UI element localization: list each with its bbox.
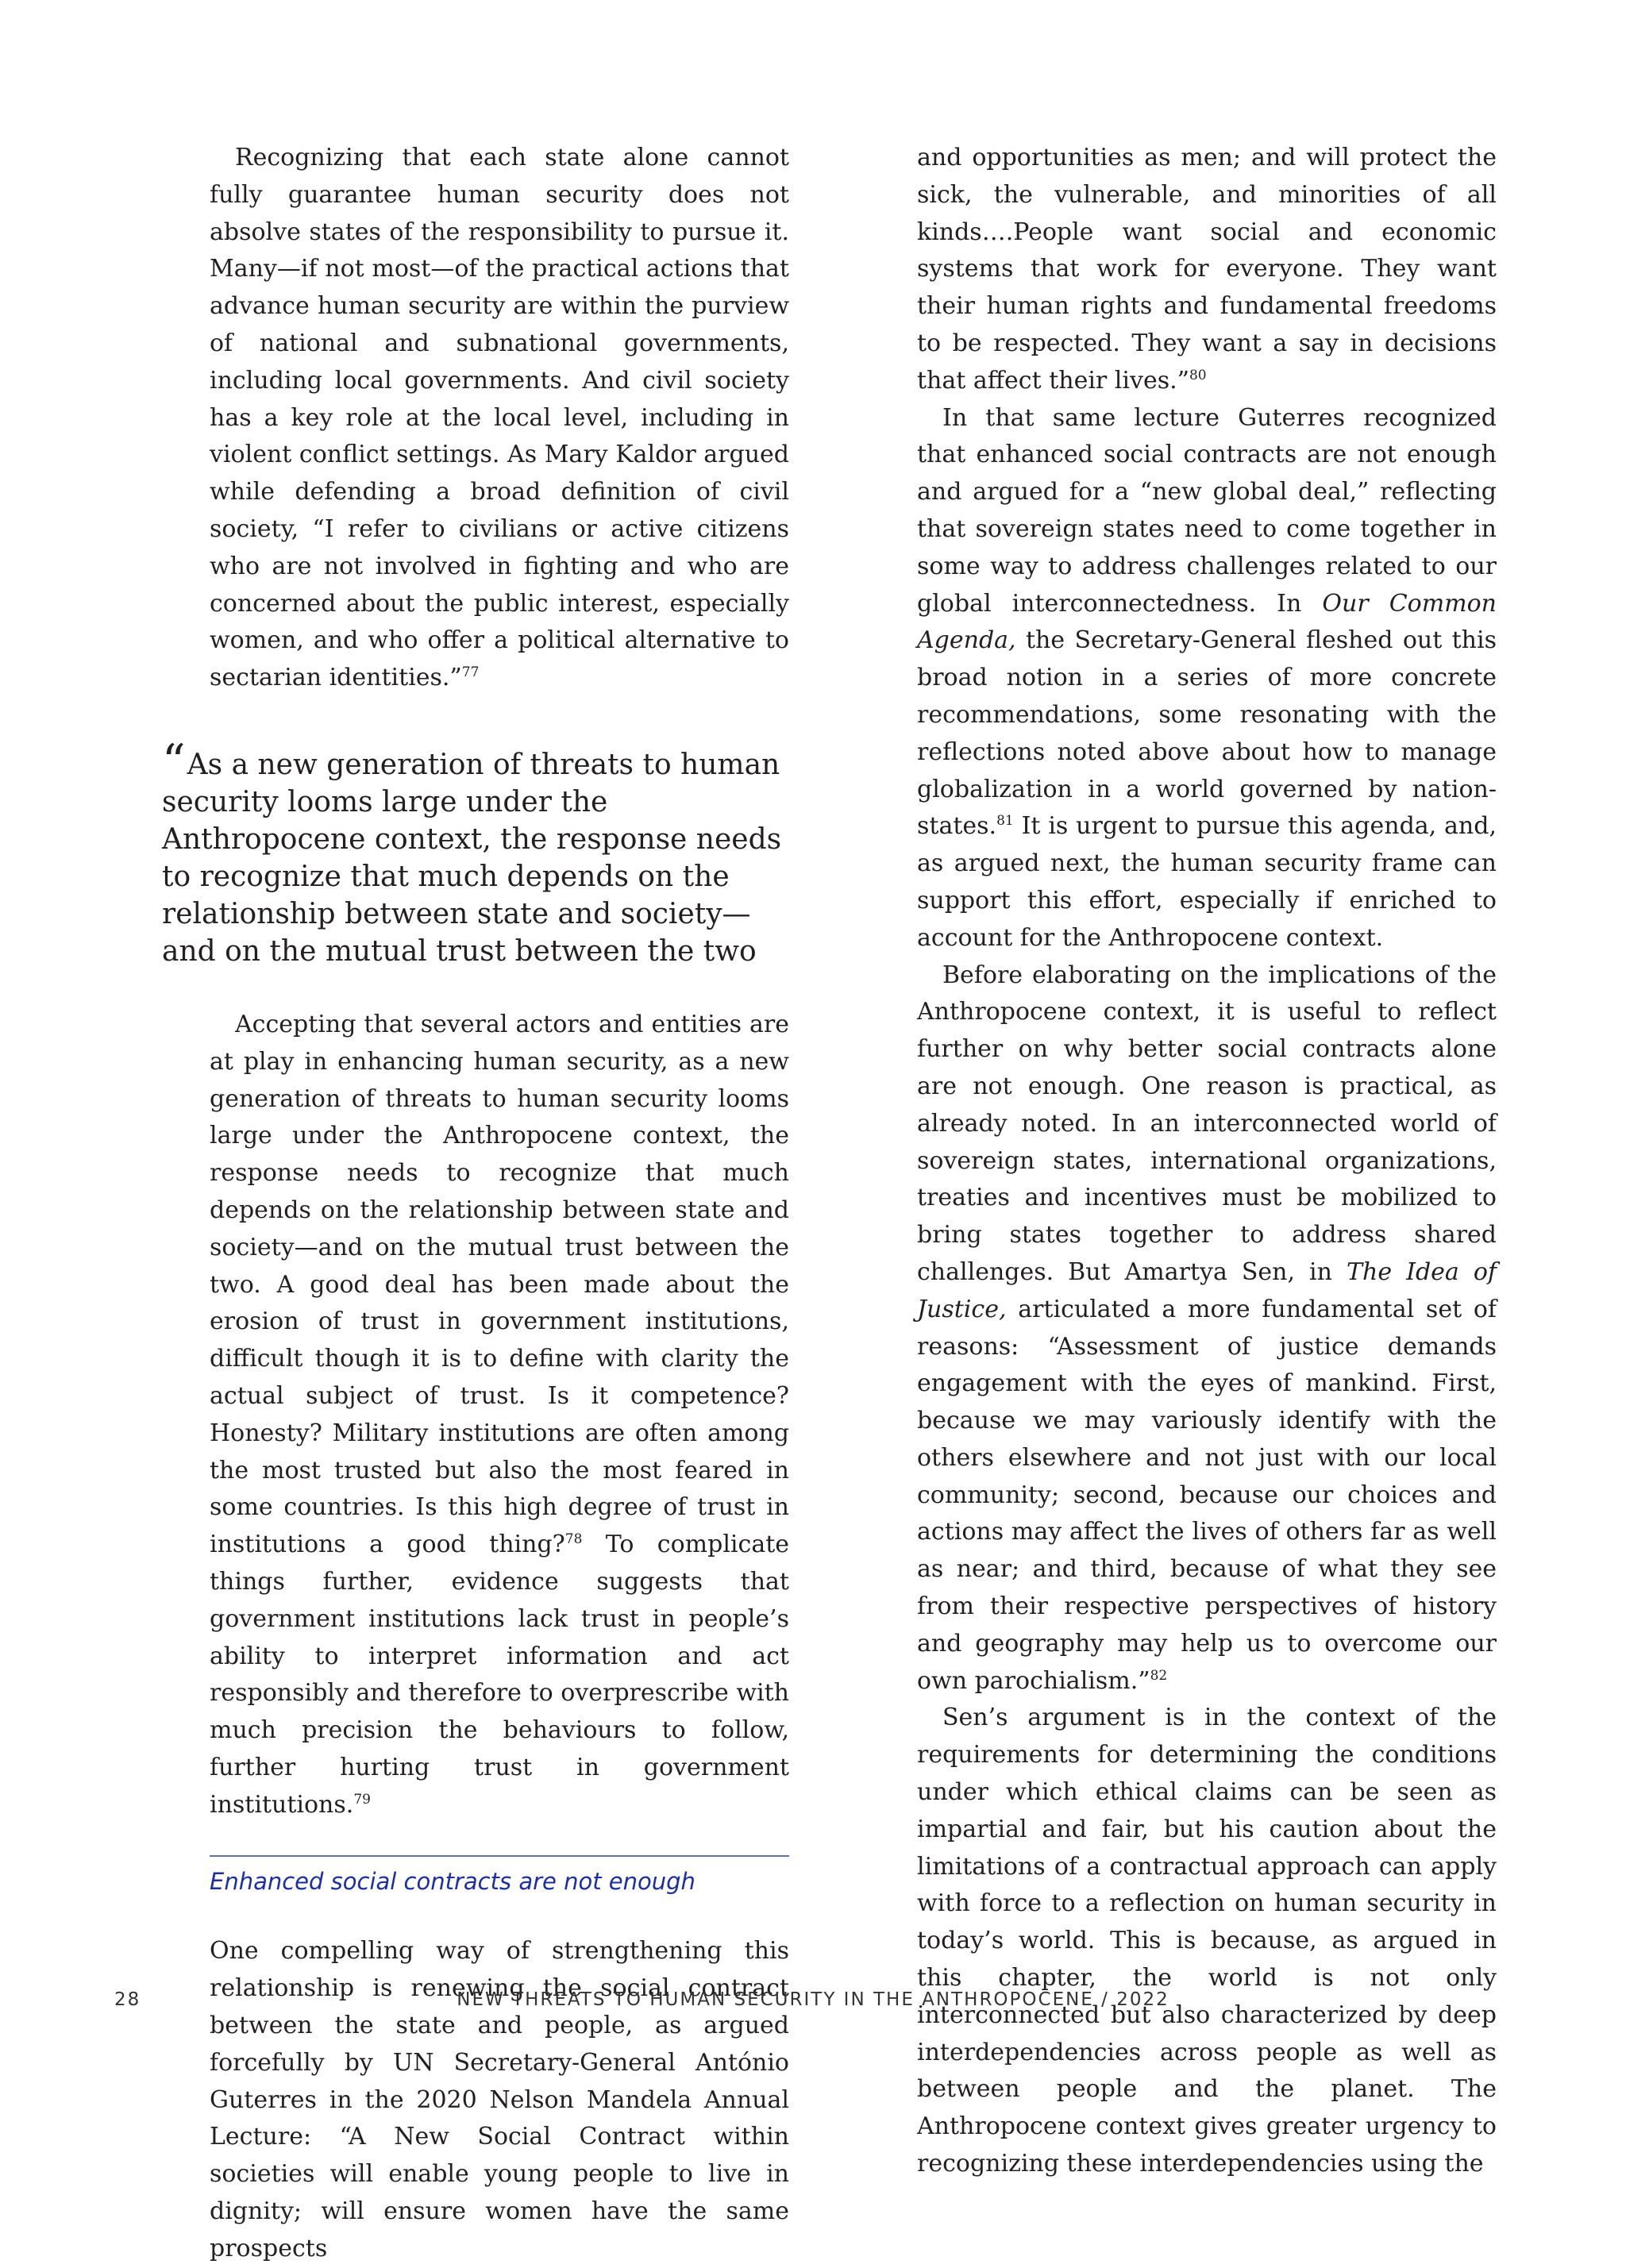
paragraph-text: In that same lecture Guterres recognized that enhanced social contracts are not enough and argued for a “new global deal,” reflecting that sovereign states need to come together in some way to address challenges related to our global interconnectedness. In xyxy=(917,403,1497,618)
paragraph xyxy=(917,140,1497,400)
quote-mark: “ xyxy=(162,734,186,788)
paragraph-text: Accepting that several actors and entities are at play in enhancing human security, as a new generation of threats to human security looms large under the Anthropocene context, the response needs to recognize that much depends on the relationship between state and society—and on the mutual trust between the two. A good deal has been made about the erosion of trust in government institutions, difficult though it is to define with clarity the actual subject of trust. Is it competence? Honesty? Military institutions are often among the most trusted but also the most feared in some countries. Is this high degree of trust in institutions a good thing? xyxy=(210,1010,789,1559)
paragraph xyxy=(917,400,1497,957)
paragraph xyxy=(210,1933,789,2267)
book-title: The Idea of Justice, xyxy=(917,1257,1497,1323)
paragraph-text: Before elaborating on the implications of the Anthropocene context, it is useful to reflect further on why better social contracts alone are not enough. One reason is practical, as already noted. In an interconnected world of sovereign states, international organizations, treaties and incentives must be mobilized to bring states together to address shared challenges. But Amartya Sen, in xyxy=(917,961,1497,1286)
paragraph xyxy=(917,1700,1497,2182)
left-column xyxy=(162,140,790,2268)
paragraph-text: articulated a more fundamental set of reasons: “Assessment of justice demands engagement with the eyes of mankind. First, because we may variously identify with the others elsewhere and not just with our local community; second, because our choices and actions may affect the lives of others far as well as near; and third, because of what they see from their respective perspectives of history and geography may help us to overcome our own parochialism.” xyxy=(917,1295,1497,1695)
footnote-ref: 82 xyxy=(1150,1667,1168,1684)
paragraph-text: To complicate things further, evidence suggests that government institutions lack trust in people’s ability to interpret information and act responsibly and therefore to overprescribe with much precision the behaviours to follow, further hurting trust in government institutions. xyxy=(210,1531,790,1819)
pull-quote xyxy=(162,734,789,970)
paragraph xyxy=(917,957,1497,1700)
right-column xyxy=(917,140,1497,2183)
footnote-ref: 79 xyxy=(353,1791,371,1808)
footnote-ref: 78 xyxy=(564,1531,583,1548)
running-title: NEW THREATS TO HUMAN SECURITY IN THE ANTHROPOCENE / 2022 xyxy=(457,1989,1169,2010)
paragraph-text: Sen’s argument is in the context of the requirements for determining the conditions under which ethical claims can be seen as impartial and fair, but his caution about the limitations of a contractual approach can apply with force to a reflection on human security in today’s world. This is because, as argued in this chapter, the world is not only interconnected but also characterized by deep interdependencies across people as well as between people and the planet. The Anthropocene context gives greater urgency to recognizing these interdependencies using the xyxy=(917,1704,1497,2178)
paragraph-text: the Secretary-General fleshed out this broad notion in a series of more concrete recommendations, some resonating with the reflections noted above about how to manage globalization in a world governed by nation-states. xyxy=(917,626,1497,841)
footnote-ref: 80 xyxy=(1189,367,1207,383)
paragraph-text: One compelling way of strengthening this relationship is renewing the social contract between the state and people, as argued forcefully by UN Secretary-General António Guterres in the 2020 Nelson Mandela Annual Lecture: “A New Social Contract within societies will enable young people to live in dignity; will ensure women have the same prospects xyxy=(210,1937,789,2262)
footnote-ref: 81 xyxy=(996,813,1014,830)
paragraph xyxy=(210,1007,789,1824)
pull-quote-text: As a new generation of threats to human security looms large under the Anthropocene context, the response needs to recognize that much depends on the relationship between state and society—and on the mutual trust between the two xyxy=(162,748,782,968)
paragraph xyxy=(210,140,789,697)
paragraph-text: It is urgent to pursue this agenda, and, as argued next, the human security frame can support this effort, especially if enriched to account for the Anthropocene context. xyxy=(917,812,1497,952)
paragraph-text: and opportunities as men; and will protect the sick, the vulnerable, and minorities of all kinds….People want social and economic systems that work for everyone. They want their human rights and fundamental freedoms to be respected. They want a say in decisions that affect their lives.” xyxy=(917,144,1497,395)
footnote-ref: 77 xyxy=(461,664,480,681)
section-heading: Enhanced social contracts are not enough xyxy=(210,1868,695,1896)
book-title: Our Common Agenda, xyxy=(917,589,1497,655)
paragraph-text: Recognizing that each state alone cannot fully guarantee human security does not absolve states of the responsibility to pursue it. Many—if not most—of the practical actions that advance human security are within the purview of national and subnational governments, including local governments. And civil society has a key role at the local level, including in violent conflict settings. As Mary Kaldor argued while defending a broad definition of civil society, “I refer to civilians or active citizens who are not involved in fighting and who are concerned about the public interest, especially women, and who offer a political alternative to sectarian identities.” xyxy=(210,144,789,692)
section-divider xyxy=(210,1855,789,1857)
page-number: 28 xyxy=(114,1989,141,2010)
